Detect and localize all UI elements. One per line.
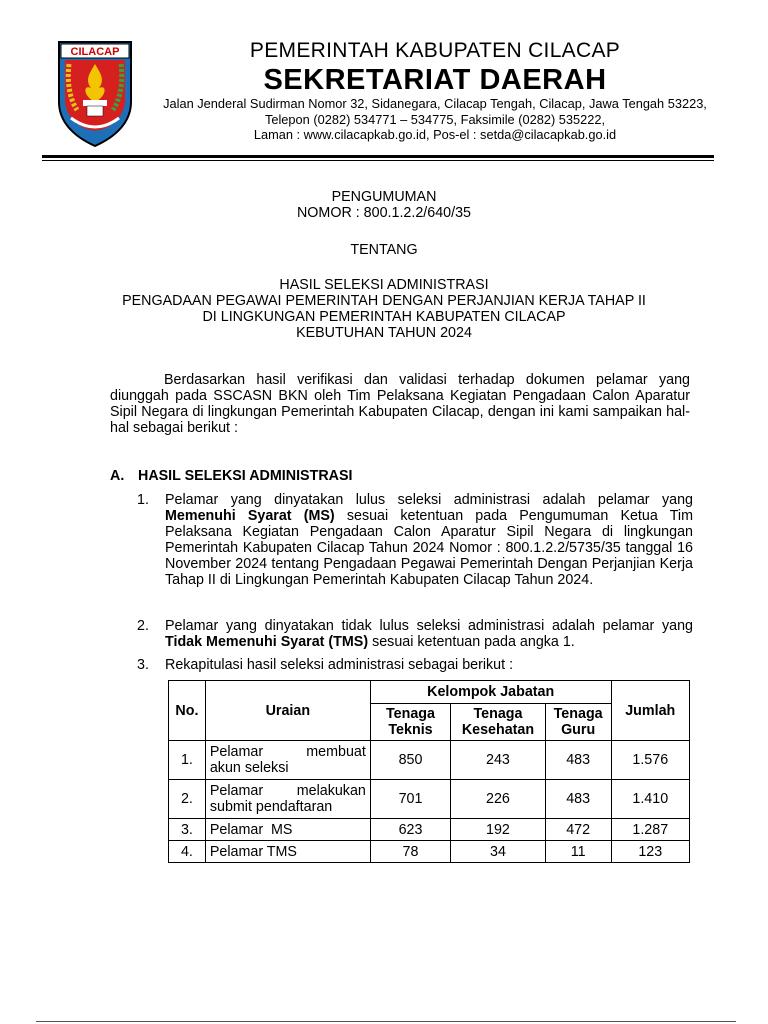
- header-tenaga-guru: Tenaga Guru: [545, 704, 611, 741]
- svg-text:CILACAP: CILACAP: [70, 46, 120, 58]
- letterhead: [140, 38, 730, 143]
- letterhead-divider-thick: [42, 155, 714, 158]
- item-number: 2.: [137, 618, 149, 634]
- table-row: [169, 841, 690, 863]
- cell-teknis: 850: [370, 741, 450, 780]
- cell-jumlah: 123: [611, 841, 689, 863]
- cell-uraian: Pelamar MS: [205, 819, 370, 841]
- cell-jumlah: 1.576: [611, 741, 689, 780]
- cell-jumlah: 1.410: [611, 780, 689, 819]
- subject-line-3: DI LINGKUNGAN PEMERINTAH KABUPATEN CILACAP: [202, 309, 566, 325]
- item-text: Rekapitulasi hasil seleksi administrasi sebagai berikut :: [165, 657, 514, 673]
- subject-line-1: HASIL SELEKSI ADMINISTRASI: [279, 277, 489, 293]
- header-kelompok-jabatan: Kelompok Jabatan: [370, 681, 611, 704]
- page-bottom-edge: [36, 1021, 736, 1022]
- cell-teknis: 78: [370, 841, 450, 863]
- section-label: A.: [110, 468, 125, 484]
- address-line-3: Laman : www.cilacapkab.go.id, Pos-el : setda@cilacapkab.go.id: [253, 127, 617, 142]
- cell-guru: 472: [545, 819, 611, 841]
- letterhead-divider-thin: [42, 160, 714, 161]
- cell-teknis: 701: [370, 780, 450, 819]
- recap-table: [168, 680, 690, 863]
- section-a-heading: [110, 468, 352, 484]
- cell-no: 3.: [169, 819, 206, 841]
- announcement-heading: PENGUMUMAN: [331, 189, 437, 205]
- cell-guru: 483: [545, 741, 611, 780]
- cell-no: 2.: [169, 780, 206, 819]
- cell-uraian: Pelamar TMS: [205, 841, 370, 863]
- cell-no: 1.: [169, 741, 206, 780]
- item-bold-term: Memenuhi Syarat (MS): [165, 508, 335, 524]
- item-number: 1.: [137, 492, 149, 508]
- header-no: No.: [169, 681, 206, 741]
- header-tenaga-teknis: Tenaga Teknis: [370, 704, 450, 741]
- subject-line-2: PENGADAAN PEGAWAI PEMERINTAH DENGAN PERJANJIAN KERJA TAHAP II: [122, 293, 646, 309]
- cell-uraian: Pelamar membuat akun seleksi: [205, 741, 370, 780]
- header-tenaga-kesehatan: Tenaga Kesehatan: [451, 704, 546, 741]
- item-text: Pelamar yang dinyatakan lulus seleksi administrasi adalah pelamar yang Memenuhi Syarat (MS) sesuai ketentuan pada Pengumuman Ketua Tim Pelaksana Kegiatan Pengadaan Calon Aparatur Sipil Negara di lingkungan Pemerintah Kabupaten Cilacap Tahun 2024 Nomor : 800.1.2.2/5735/35 tanggal 16 November 2024 tentang Pengadaan Pegawai Pemerintah Dengan Perjanjian Kerja Tahap II di Lingkungan Pemerintah Kabupaten Cilacap Tahun 2024.: [165, 492, 693, 588]
- cell-guru: 483: [545, 780, 611, 819]
- address-line-1: Jalan Jenderal Sudirman Nomor 32, Sidanegara, Cilacap Tengah, Cilacap, Jawa Tengah 53223,: [163, 96, 707, 111]
- item-text: Pelamar yang dinyatakan tidak lulus seleksi administrasi adalah pelamar yang Tidak Memenuhi Syarat (TMS) sesuai ketentuan pada angka 1.: [165, 618, 693, 650]
- table-row: [169, 819, 690, 841]
- department-name: SEKRETARIAT DAERAH: [263, 64, 607, 96]
- header-jumlah: Jumlah: [611, 681, 689, 741]
- section-title: HASIL SELEKSI ADMINISTRASI: [138, 468, 353, 484]
- announcement-number: NOMOR : 800.1.2.2/640/35: [296, 205, 472, 221]
- intro-paragraph: Berdasarkan hasil verifikasi dan validasi terhadap dokumen pelamar yang diunggah pada SSCASN BKN oleh Tim Pelaksana Kegiatan Pengadaan Calon Aparatur Sipil Negara di lingkungan Pemerintah Kabupaten Cilacap, dengan ini kami sampaikan hal-hal sebagai berikut :: [110, 372, 690, 436]
- cell-kesehatan: 243: [451, 741, 546, 780]
- address-line-2: Telepon (0282) 534771 – 534775, Faksimile (0282) 535222,: [264, 111, 606, 127]
- cell-jumlah: 1.287: [611, 819, 689, 841]
- government-name: PEMERINTAH KABUPATEN CILACAP: [249, 39, 621, 62]
- cell-kesehatan: 34: [451, 841, 546, 863]
- cell-guru: 11: [545, 841, 611, 863]
- header-uraian: Uraian: [205, 681, 370, 741]
- item-bold-term: Tidak Memenuhi Syarat (TMS): [165, 634, 369, 650]
- cell-kesehatan: 192: [451, 819, 546, 841]
- cell-teknis: 623: [370, 819, 450, 841]
- item-number: 3.: [137, 657, 149, 673]
- table-row: [169, 741, 690, 780]
- cell-no: 4.: [169, 841, 206, 863]
- cell-uraian: Pelamar melakukan submit pendaftaran: [205, 780, 370, 819]
- subject-line-4: KEBUTUHAN TAHUN 2024: [296, 325, 472, 341]
- cell-kesehatan: 226: [451, 780, 546, 819]
- table-row: [169, 780, 690, 819]
- announcement-about: TENTANG: [350, 242, 418, 258]
- cilacap-coat-of-arms-logo: [55, 40, 135, 148]
- table-header-row: [169, 681, 690, 704]
